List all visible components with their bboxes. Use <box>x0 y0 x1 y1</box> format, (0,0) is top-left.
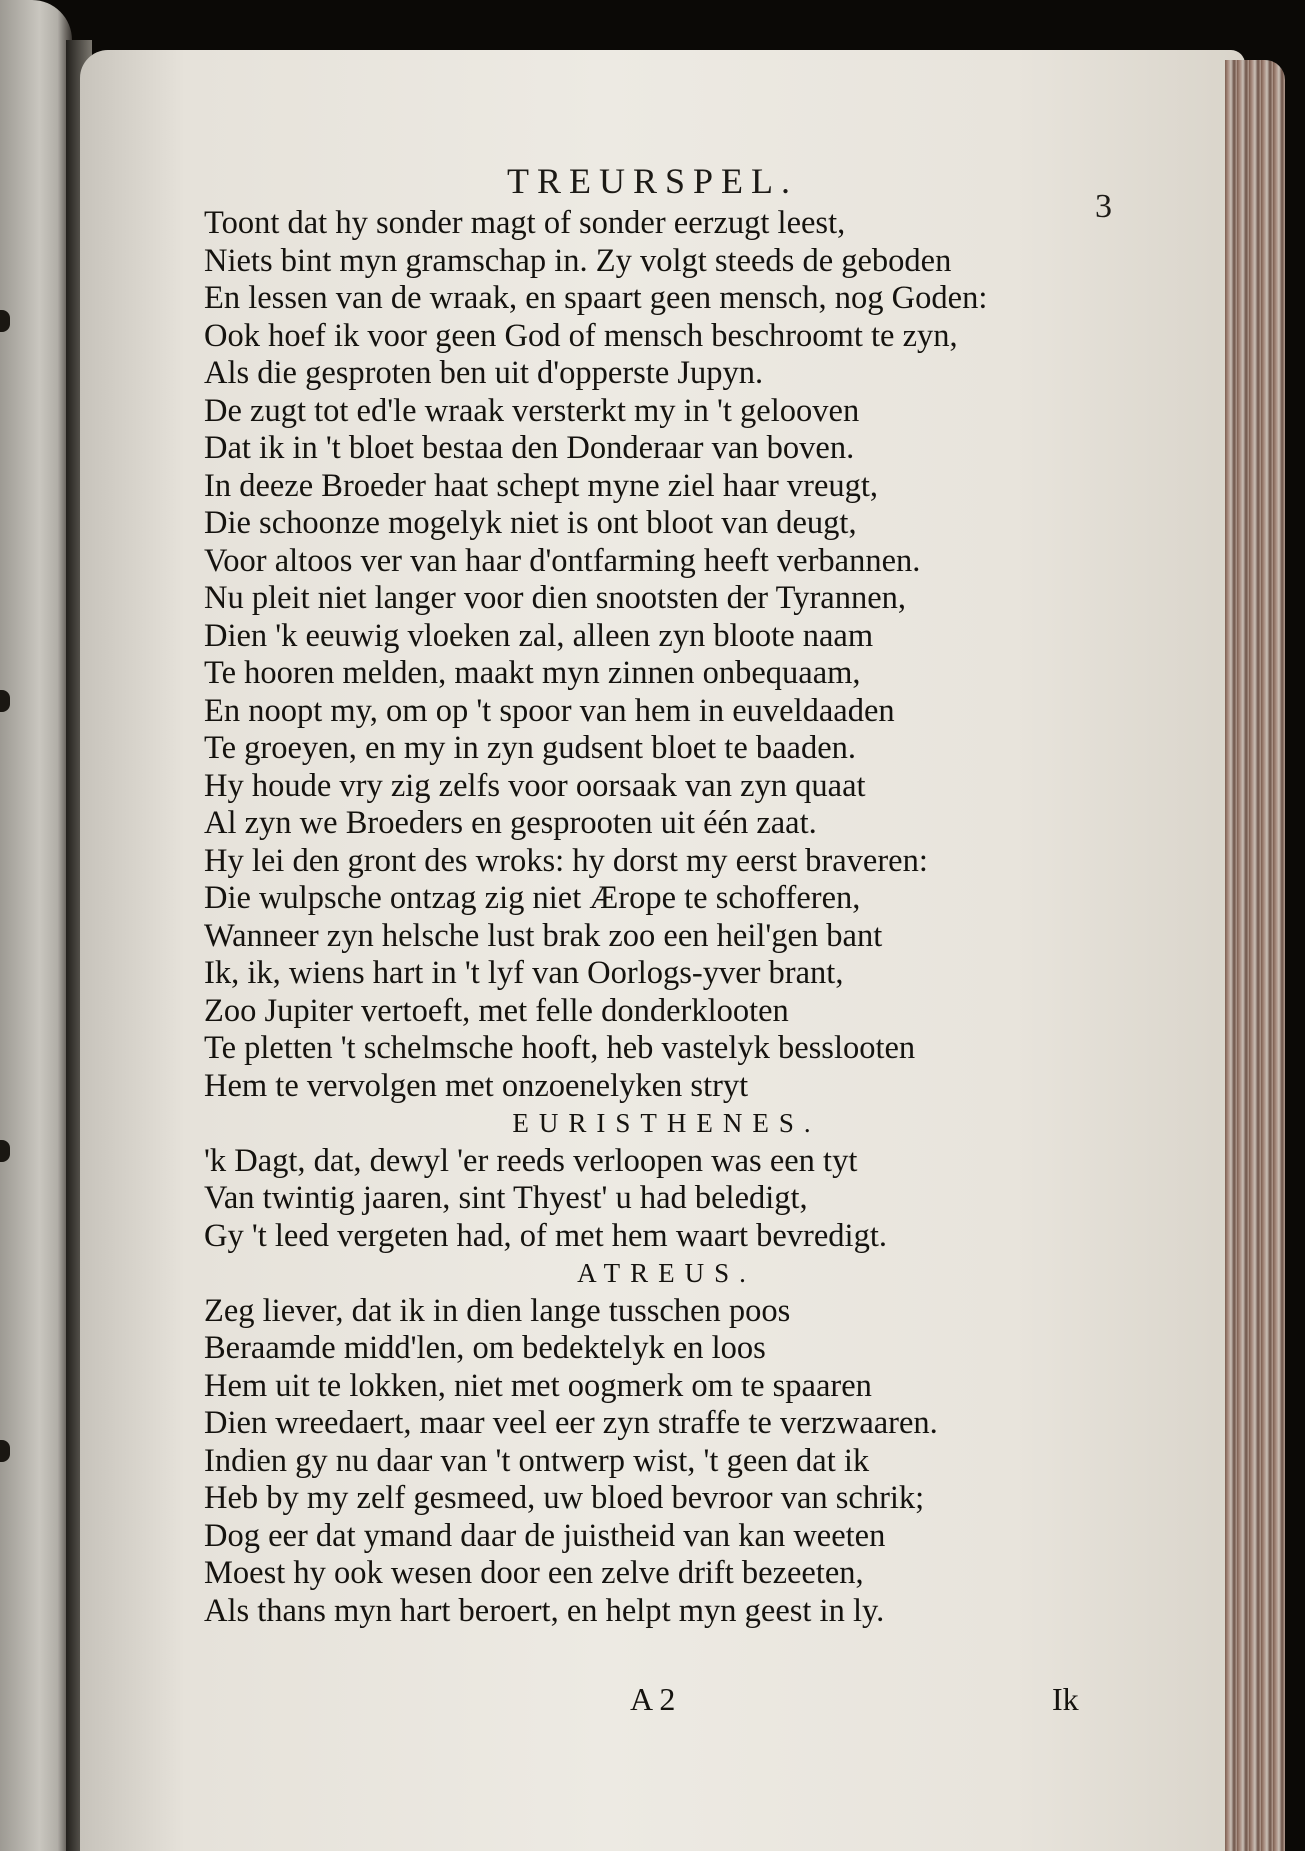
verse-line: Heb by my zelf gesmeed, uw bloed bevroor van schrik; <box>204 1480 925 1516</box>
verse-line: Ook hoef ik voor geen God of mensch beschroomt te zyn, <box>204 317 958 354</box>
left-page-ink-mark <box>0 310 10 332</box>
verse-line: Die schoonze mogelyk niet is ont bloot van deugt, <box>204 505 857 541</box>
speech-block <box>204 1143 1129 1256</box>
left-page-ink-mark <box>0 690 10 712</box>
catchword: Ik <box>1052 1681 1079 1717</box>
verse-line: Wanneer zyn helsche lust brak zoo een heil'gen bant <box>204 917 883 954</box>
verse-line: In deeze Broeder haat schept myne ziel haar vreugt, <box>204 467 879 504</box>
verse-line: Hem uit te lokken, niet met oogmerk om te spaaren <box>204 1367 872 1404</box>
verse-line: Te hooren melden, maakt myn zinnen onbequaam, <box>204 655 861 691</box>
verse-line: Ik, ik, wiens hart in 't lyf van Oorlogs-yver brant, <box>204 955 844 991</box>
verse-line: Moest hy ook wesen door een zelve drift bezeeten, <box>204 1555 864 1591</box>
verse-line: De zugt tot ed'le wraak versterkt my in 't gelooven <box>204 392 860 429</box>
speech-block <box>204 205 1129 1105</box>
verse-line: Zoo Jupiter vertoeft, met felle donderklooten <box>204 992 789 1029</box>
verse-line: Dat ik in 't bloet bestaa den Donderaar van boven. <box>204 430 855 466</box>
verse-line: 'k Dagt, dat, dewyl 'er reeds verloopen was een tyt <box>204 1142 858 1179</box>
left-page-ink-mark <box>0 1440 10 1462</box>
verse-line: Gy 't leed vergeten had, of met hem waart bevredigt. <box>204 1217 887 1254</box>
verse-line: En noopt my, om op 't spoor van hem in euveldaaden <box>204 692 895 729</box>
speech-block <box>204 1293 1129 1631</box>
verse-line: Als thans myn hart beroert, en helpt myn geest in ly. <box>204 1592 885 1629</box>
verse-line: Van twintig jaaren, sint Thyest' u had beledigt, <box>204 1180 808 1216</box>
left-page-edge <box>0 0 72 1851</box>
verse-line: Te groeyen, en my in zyn gudsent bloet te baaden. <box>204 730 857 766</box>
verse-line: Voor altoos ver van haar d'ontfarming heeft verbannen. <box>204 542 921 579</box>
verse-text <box>204 205 1129 1630</box>
verse-line: Hy houde vry zig zelfs voor oorsaak van zyn quaat <box>204 767 866 804</box>
verse-line: Indien gy nu daar van 't ontwerp wist, 't geen dat ik <box>204 1442 870 1479</box>
verse-line: Hem te vervolgen met onzoenelyken stryt <box>204 1067 749 1104</box>
verse-line: Als die gesproten ben uit d'opperste Jupyn. <box>204 355 764 391</box>
verse-line: En lessen van de wraak, en spaart geen mensch, nog Goden: <box>204 280 988 316</box>
verse-line: Al zyn we Broeders en gesprooten uit één zaat. <box>204 805 817 841</box>
speaker-name: EURISTHENES. <box>512 1108 821 1138</box>
verse-line: Dog eer dat ymand daar de juistheid van kan weeten <box>204 1517 886 1554</box>
verse-line: Te pletten 't schelmsche hooft, heb vastelyk besslooten <box>204 1030 916 1066</box>
verse-line: Dien wreedaert, maar veel eer zyn straffe te verzwaaren. <box>204 1405 938 1441</box>
speaker-name: ATREUS. <box>577 1258 756 1288</box>
verse-line: Hy lei den gront des wroks: hy dorst my eerst braveren: <box>204 842 928 879</box>
page-number: 3 <box>1095 188 1112 225</box>
verse-line: Niets bint myn gramschap in. Zy volgt steeds de geboden <box>204 242 952 279</box>
left-page-ink-mark <box>0 1140 10 1162</box>
verse-line: Toont dat hy sonder magt of sonder eerzugt leest, <box>204 205 846 241</box>
signature-mark: A 2 <box>630 1681 676 1717</box>
running-head: TREURSPEL. <box>506 161 799 201</box>
page-edges <box>1225 60 1285 1851</box>
verse-line: Zeg liever, dat ik in dien lange tusschen poos <box>204 1292 791 1329</box>
verse-line: Die wulpsche ontzag zig niet Ærope te schofferen, <box>204 880 861 916</box>
verse-line: Dien 'k eeuwig vloeken zal, alleen zyn bloote naam <box>204 617 874 654</box>
verse-line: Nu pleit niet langer voor dien snootsten der Tyrannen, <box>204 580 907 616</box>
verse-line: Beraamde midd'len, om bedektelyk en loos <box>204 1330 766 1366</box>
